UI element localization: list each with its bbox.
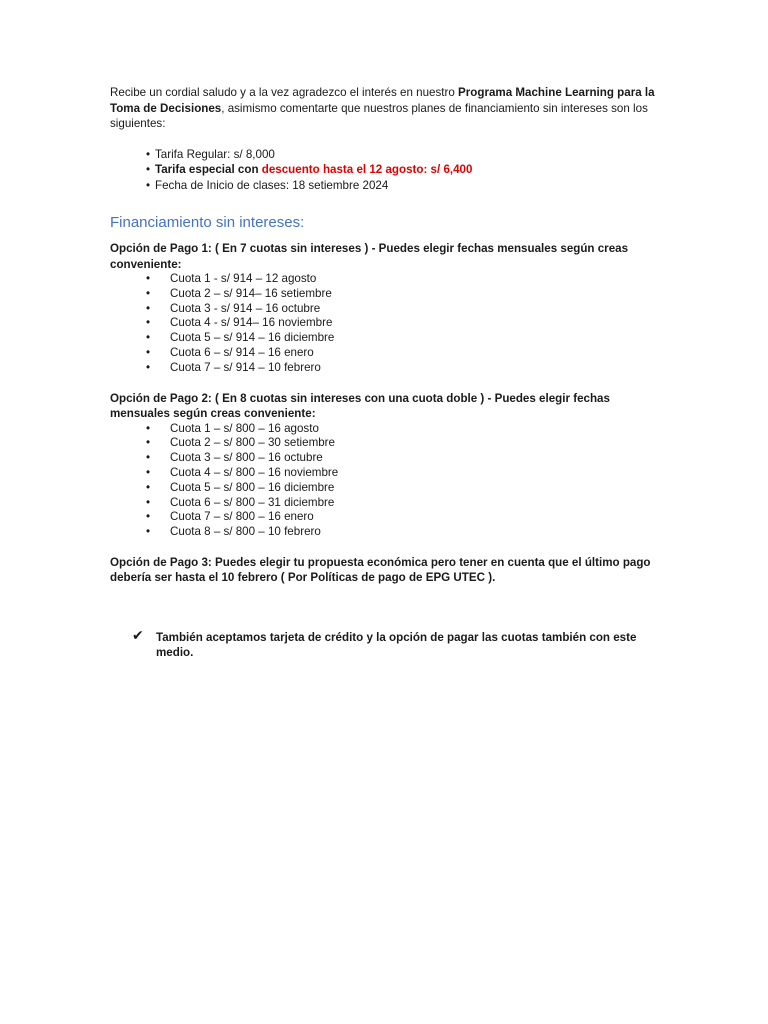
summary-item-special xyxy=(110,162,662,178)
quota-list xyxy=(110,272,662,376)
list-item xyxy=(110,481,662,496)
bullet-icon: • xyxy=(146,316,151,330)
list-item xyxy=(110,436,662,451)
list-item xyxy=(110,422,662,437)
option-title: Opción de Pago 1: ( En 7 cuotas sin intereses ) - Puedes elegir fechas mensuales según creas conveniente: xyxy=(110,242,629,271)
quota-text: Cuota 2 – s/ 800 – 30 setiembre xyxy=(170,436,335,450)
payment-option-2 xyxy=(110,391,662,540)
quota-text: Cuota 8 – s/ 800 – 10 febrero xyxy=(170,525,321,539)
quota-text: Cuota 5 – s/ 800 – 16 diciembre xyxy=(170,480,335,494)
credit-card-note xyxy=(110,626,662,661)
bullet-icon: • xyxy=(146,480,151,494)
bullet-icon: • xyxy=(146,178,151,192)
note-text: También aceptamos tarjeta de crédito y la opción de pagar las cuotas también con este medio. xyxy=(156,630,637,660)
list-item xyxy=(110,510,662,525)
quota-text: Cuota 4 – s/ 800 – 16 noviembre xyxy=(170,465,339,479)
spacer xyxy=(110,586,662,630)
list-item xyxy=(110,302,662,317)
quota-text: Cuota 6 – s/ 914 – 16 enero xyxy=(170,345,314,359)
bullet-icon: • xyxy=(146,451,151,465)
quota-text: Cuota 4 - s/ 914– 16 noviembre xyxy=(170,316,333,330)
quota-text: Cuota 3 – s/ 800 – 16 octubre xyxy=(170,451,323,465)
list-item xyxy=(110,346,662,361)
quota-text: Cuota 7 – s/ 914 – 10 febrero xyxy=(170,360,321,374)
quota-text: Cuota 5 – s/ 914 – 16 diciembre xyxy=(170,331,335,345)
option-3-label: Opción de Pago 3: xyxy=(110,555,216,569)
quota-text: Cuota 3 - s/ 914 – 16 octubre xyxy=(170,301,321,315)
list-item xyxy=(110,466,662,481)
bullet-icon: • xyxy=(146,301,151,315)
bullet-icon: • xyxy=(146,286,151,300)
checkmark-icon: ✔ xyxy=(132,626,144,643)
list-item xyxy=(110,287,662,302)
intro-paragraph xyxy=(110,85,662,132)
quota-text: Cuota 1 - s/ 914 – 12 agosto xyxy=(170,272,317,285)
start-date: Fecha de Inicio de clases: 18 setiembre 2024 xyxy=(155,178,389,192)
bullet-icon: • xyxy=(146,436,151,450)
bullet-icon: • xyxy=(146,345,151,359)
summary-item-start xyxy=(110,178,662,194)
list-item xyxy=(110,331,662,346)
bullet-icon: • xyxy=(146,331,151,345)
payment-option-1 xyxy=(110,241,662,376)
bullet-icon: • xyxy=(146,163,151,176)
list-item xyxy=(110,525,662,540)
regular-rate: Tarifa Regular: s/ 8,000 xyxy=(155,147,275,161)
bullet-icon: • xyxy=(146,147,151,161)
list-item xyxy=(110,496,662,511)
quota-text: Cuota 1 – s/ 800 – 16 agosto xyxy=(170,421,319,435)
special-rate-discount: descuento hasta el 12 agosto: s/ 6,400 xyxy=(261,163,473,176)
special-rate-label: Tarifa especial con xyxy=(155,163,262,176)
summary-list xyxy=(110,147,662,194)
intro-text: Recibe un cordial saludo y a la vez agradezco el interés en nuestro xyxy=(110,86,459,99)
financing-heading: Financiamiento sin intereses: xyxy=(110,214,305,231)
list-item xyxy=(110,316,662,331)
bullet-icon: • xyxy=(146,465,151,479)
bullet-icon: • xyxy=(146,510,151,524)
bullet-icon: • xyxy=(146,272,151,285)
bullet-icon: • xyxy=(146,360,151,374)
program-name: Programa Machine Learning para la Toma de Decisiones xyxy=(110,86,655,115)
list-item xyxy=(110,272,662,287)
bullet-icon: • xyxy=(146,421,151,435)
option-3-text: Puedes elegir tu propuesta económica pero tener en cuenta que el último pago debería ser hasta el 10 febrero ( Por Políticas de pago de EPG UTEC ). xyxy=(110,555,651,585)
quota-text: Cuota 2 – s/ 914– 16 setiembre xyxy=(170,286,332,300)
quota-text: Cuota 7 – s/ 800 – 16 enero xyxy=(170,510,314,524)
list-item xyxy=(110,361,662,376)
bullet-icon: • xyxy=(146,495,151,509)
quota-text: Cuota 6 – s/ 800 – 31 diciembre xyxy=(170,495,335,509)
document-body xyxy=(110,85,662,661)
quota-list xyxy=(110,422,662,540)
summary-item-regular xyxy=(110,147,662,163)
payment-options xyxy=(110,241,662,586)
payment-option-3 xyxy=(110,555,662,586)
option-title: Opción de Pago 2: ( En 8 cuotas sin intereses con una cuota doble ) - Puedes elegir fechas mensuales según creas conveniente: xyxy=(110,391,610,421)
intro-text-continued: , asimismo comentarte que nuestros planes de financiamiento sin intereses son los siguientes: xyxy=(110,101,648,130)
list-item xyxy=(110,451,662,466)
bullet-icon: • xyxy=(146,525,151,539)
